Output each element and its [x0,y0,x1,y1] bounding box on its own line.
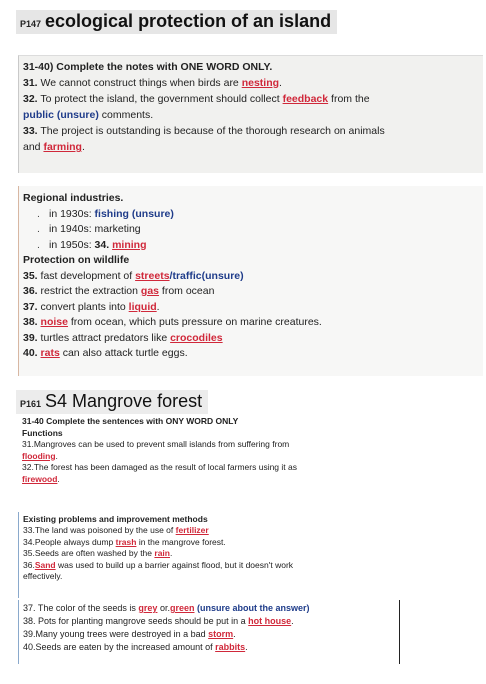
industry-1930s: . in 1930s: fishing (unsure) [37,207,174,220]
question-33: 33. The project is outstanding is because of the thorough research on animals [23,125,385,137]
functions-heading: Functions [22,427,63,438]
question-38: 38. noise from ocean, which puts pressure on marine creatures. [23,316,322,328]
regional-heading: Regional industries. [23,192,124,204]
question-40: 40. rats can also attack turtle eggs. [23,347,188,359]
section-title: ecological protection of an island [45,11,332,31]
page-ref: P147 [20,19,42,29]
notes-box-industries [18,186,483,376]
question-32-cont: firewood. [22,473,60,484]
question-33-cont: and farming. [23,141,85,153]
question-31: 31. We cannot construct things when birds are nesting. [23,77,282,89]
notes-box-problems [18,512,399,598]
question-36-cont: effectively. [23,571,63,582]
question-40: 40.Seeds are eaten by the increased amount of rabbits. [23,642,248,652]
question-32: 32. To protect the island, the government should collect feedback from the [23,93,370,105]
question-34: 34.People always dump trash in the mangrove forest. [23,536,226,547]
section-heading-p147 [16,10,337,34]
question-35: 35. fast development of streets/traffic(unsure) [23,269,244,282]
question-38: 38. Pots for planting mangrove seeds should be put in a hot house. [23,616,294,626]
question-32: 32.The forest has been damaged as the result of local farmers using it as [22,462,297,472]
question-39: 39.Many young trees were destroyed in a bad storm. [23,629,236,639]
question-36: 36.Sand was used to build up a barrier against flood, but it doesn't work [23,559,294,570]
question-31: 31.Mangroves can be used to prevent small islands from suffering from [22,439,290,449]
question-39: 39. turtles attract predators like crocodiles [23,331,223,344]
question-31-cont: flooding. [22,450,58,461]
wildlife-heading: Protection on wildlife [23,254,130,266]
question-36: 36. restrict the extraction gas from ocean [23,285,215,297]
industry-1950s: . in 1950s: 34. mining [37,238,147,251]
question-37: 37. convert plants into liquid. [23,300,160,313]
notes-box-intro [18,55,483,173]
industry-1940s: . in 1940s: marketing [37,223,141,235]
notes-box-seeds [18,600,400,664]
instructions: 31-40 Complete the sentences with ONY WORD ONLY [22,416,239,426]
instructions: 31-40) Complete the notes with ONE WORD ONLY. [23,61,273,73]
section-heading-p161 [16,390,208,414]
question-37: 37. The color of the seeds is grey or.green (unsure about the answer) [23,603,310,613]
mangrove-functions [18,416,482,485]
question-33: 33.The land was poisoned by the use of fertilizer [23,525,209,536]
question-35: 35.Seeds are often washed by the rain. [23,548,173,559]
page-ref: P161 [20,399,42,409]
question-32-cont: public (unsure) comments. [23,109,154,121]
section-title: S4 Mangrove forest [45,391,203,411]
problems-heading: Existing problems and improvement methods [23,514,208,524]
